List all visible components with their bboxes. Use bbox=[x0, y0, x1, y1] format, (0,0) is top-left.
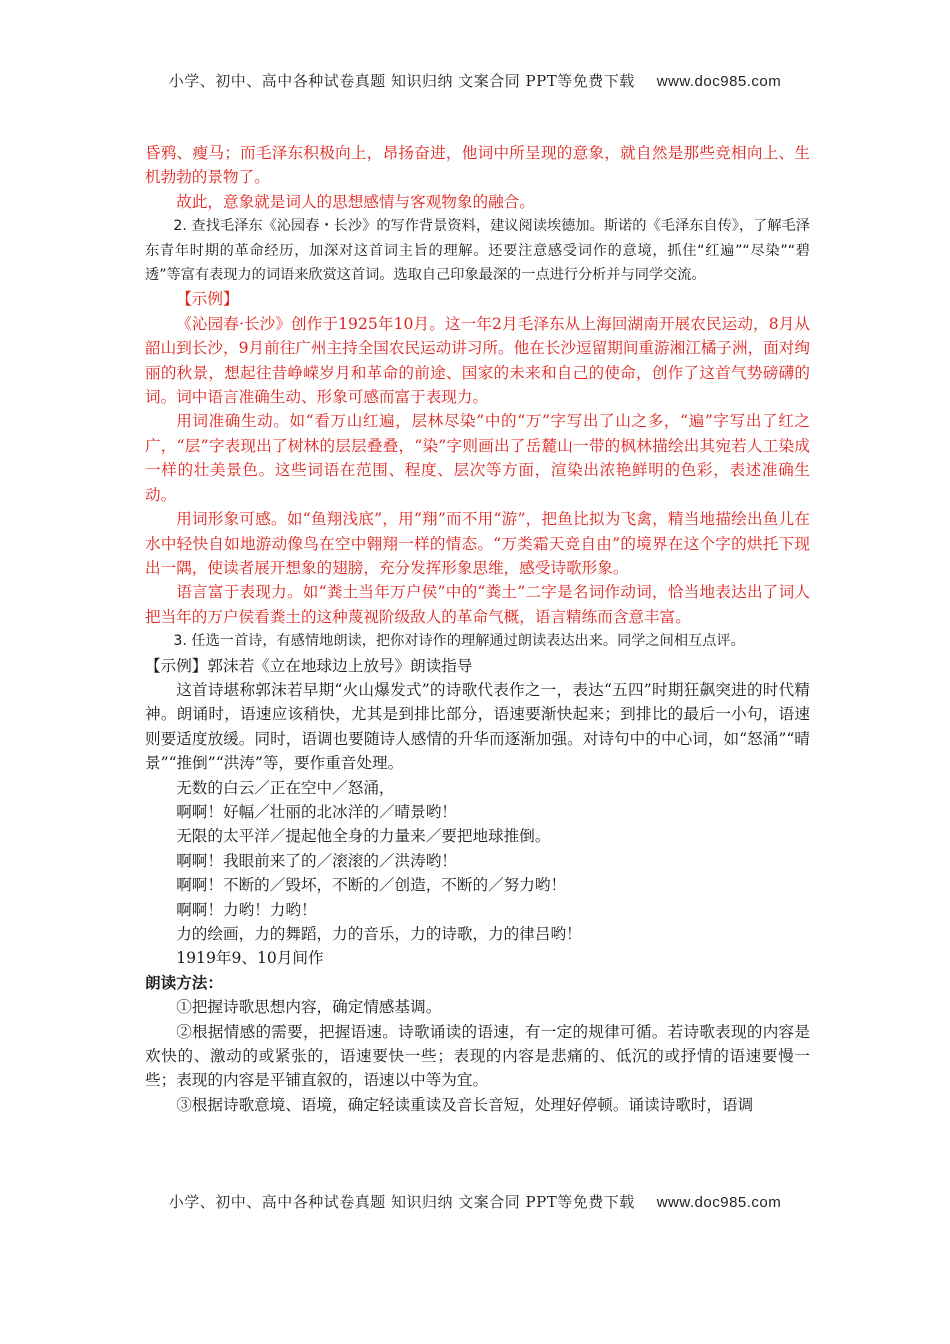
example-label: 【示例】 bbox=[176, 290, 239, 309]
poem-line: 啊啊！不断的／毁坏，不断的／创造，不断的／努力哟！ bbox=[176, 876, 567, 895]
header-url[interactable]: www.doc985.com bbox=[656, 73, 782, 90]
header-text: 小学、初中、高中各种试卷真题 知识归纳 文案合同 PPT等免费下载 bbox=[168, 72, 635, 90]
poem-line: 啊啊！力哟！力哟！ bbox=[176, 900, 317, 919]
method-title: 朗读方法： bbox=[145, 972, 223, 992]
poem-line: 力的绘画，力的舞蹈，力的音乐，力的诗歌，力的律吕哟！ bbox=[176, 925, 582, 943]
task-2: 2. 查找毛泽东《沁园春・长沙》的写作背景资料，建议阅读埃德加。斯诺的《毛泽东自传》，了解毛泽东青年时期的革命经历，加深对这首词主旨的理解。还要注意感受词作的意境，抓住“红遍”“尽染”“碧透”等富有表现力的词语来欣赏这首词。选取自己印象最深的一点进行分析并与同学交流。 bbox=[145, 218, 810, 284]
poem-line: 无数的白云／正在空中／怒涌， bbox=[176, 778, 395, 797]
poem-date: 1919年9、10月间作 bbox=[176, 949, 324, 968]
paragraph-imagery-conclusion: 故此，意象就是词人的思想感情与客观物象的融合。 bbox=[176, 192, 535, 211]
footer-url[interactable]: www.doc985.com bbox=[656, 1194, 782, 1211]
reading-guide: 这首诗堪称郭沫若早期“火山爆发式”的诗歌代表作之一，表达“五四”时期狂飙突进的时代精神。朗诵时，语速应该稍快，尤其是到排比部分，语速要渐快起来；到排比的最后一小句，语速则要适度放缓。同时，语调也要随诗人感情的升华而逐渐加强。对诗句中的中心词，如“怒涌”“晴景”“推倒”“洪涛”等，要作重音处理。 bbox=[145, 680, 810, 773]
method-3: ③根据诗歌意境、语境，确定轻读重读及音长音短，处理好停顿。诵读诗歌时，语调 bbox=[176, 1095, 754, 1114]
method-1: ①把握诗歌思想内容，确定情感基调。 bbox=[176, 998, 442, 1017]
example2-title: 【示例】郭沫若《立在地球边上放号》朗读指导 bbox=[145, 656, 473, 675]
task-3: 3. 任选一首诗，有感情地朗读，把你对诗作的理解通过朗读表达出来。同学之间相互点评。 bbox=[173, 633, 745, 650]
example-expressive-language: 语言富于表现力。如“粪土当年万户侯”中的“粪土”二字是名词作动词，恰当地表达出了词人把当年的万户侯看粪土的这种蔑视阶级敌人的革命气概，语言精练而含意丰富。 bbox=[145, 583, 810, 626]
poem-line: 啊啊！我眼前来了的／滚滚的／洪涛哟！ bbox=[176, 851, 457, 870]
example-background: 《沁园春·长沙》创作于1925年10月。这一年2月毛泽东从上海回湖南开展农民运动，8月从韶山到长沙，9月前往广州主持全国农民运动讲习所。他在长沙逗留期间重游湘江橘子洲，面对绚丽的秋景，想起往昔峥嵘岁月和革命的前途、国家的未来和自己的使命，创作了这首气势磅礴的词。词中语言准确生动、形象可感而富于表现力。 bbox=[145, 314, 810, 407]
method-2: ②根据情感的需要，把握语速。诗歌诵读的语速，有一定的规律可循。若诗歌表现的内容是欢快的、激动的或紧张的，语速要快一些；表现的内容是悲痛的、低沉的或抒情的语速要慢一些；表现的内容是平铺直叙的，语速以中等为宜。 bbox=[145, 1022, 810, 1090]
paragraph-imagery-contrast: 昏鸦、瘦马；而毛泽东积极向上，昂扬奋进，他词中所呈现的意象，就自然是那些竞相向上、生机勃勃的景物了。 bbox=[145, 144, 810, 187]
page-header bbox=[0, 70, 950, 91]
page-footer bbox=[0, 1191, 950, 1212]
example-vivid-wording: 用词形象可感。如“鱼翔浅底”，用“翔”而不用“游”，把鱼比拟为飞禽，精当地描绘出鱼儿在水中轻快自如地游动像鸟在空中翱翔一样的情态。“万类霜天竞自由”的境界在这个字的烘托下现出一隅，使读者展开想象的翅膀，充分发挥形象思维，感受诗歌形象。 bbox=[145, 510, 810, 577]
example-accurate-wording: 用词准确生动。如“看万山红遍，层林尽染”中的“万”字写出了山之多，“遍”字写出了红之广，“层”字表现出了树林的层层叠叠，“染”字则画出了岳麓山一带的枫林描绘出其宛若人工染成一样的壮美景色。这些词语在范围、程度、层次等方面，渲染出浓艳鲜明的色彩，表述准确生动。 bbox=[145, 412, 810, 504]
footer-text: 小学、初中、高中各种试卷真题 知识归纳 文案合同 PPT等免费下载 bbox=[168, 1193, 635, 1211]
poem-line: 啊啊！好幅／壮丽的北冰洋的／晴景哟！ bbox=[176, 802, 457, 821]
document-body bbox=[145, 141, 810, 1117]
poem-line: 无限的太平洋／提起他全身的力量来／要把地球推倒。 bbox=[176, 827, 551, 846]
